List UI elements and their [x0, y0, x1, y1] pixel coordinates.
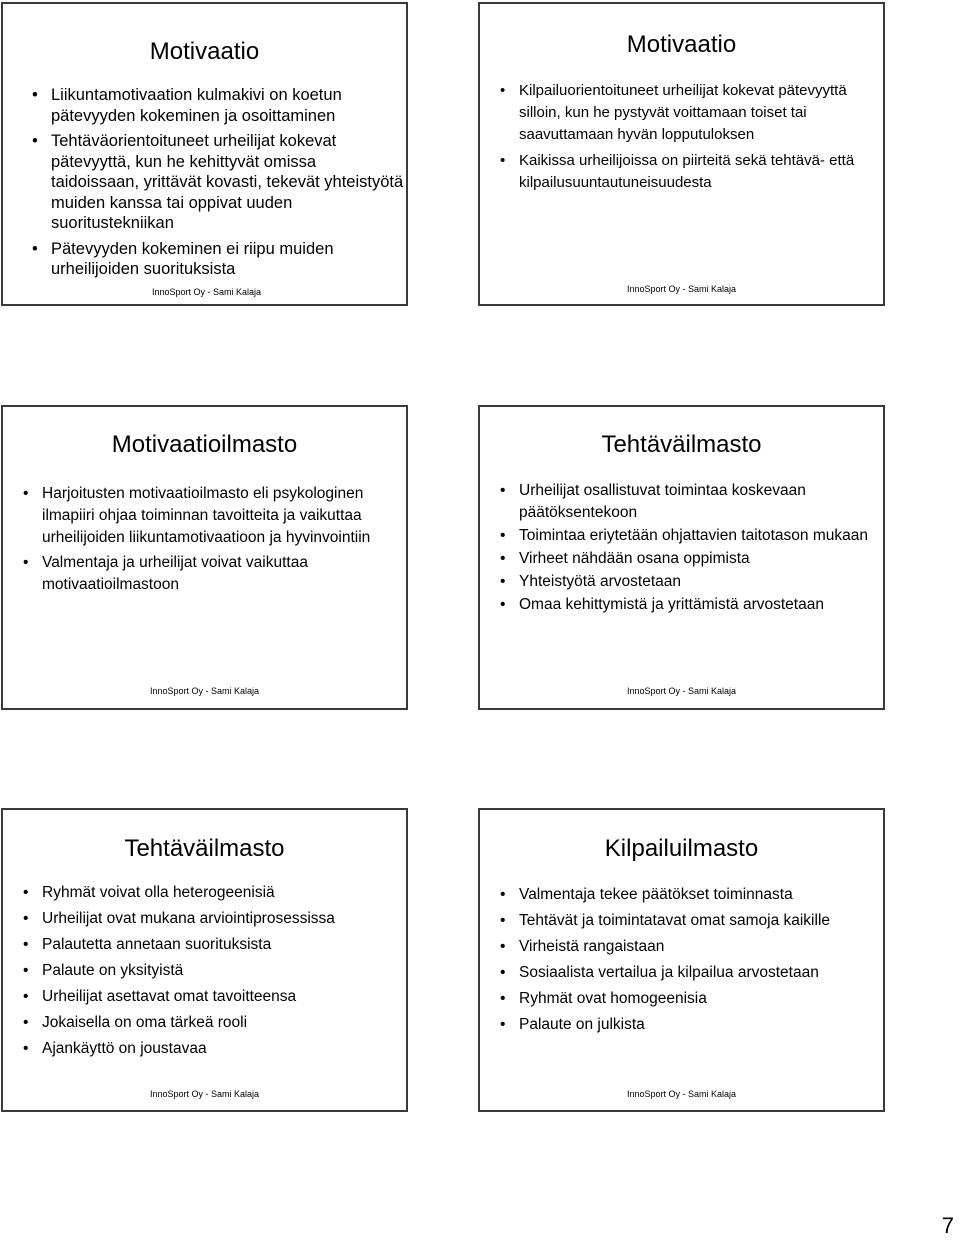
- slide-footer: InnoSport Oy - Sami Kalaja: [149, 686, 260, 696]
- bullet-item: • Kilpailuorientoituneet urheilijat kokevat pätevyyttä silloin, kun he pystyvät voittamaan toiset tai saavuttamaan hyvän lopputuloksen: [499, 80, 884, 146]
- bullet-list: [22, 882, 407, 1064]
- bullet-item: • Kaikissa urheilijoissa on piirteitä sekä tehtävä- että kilpailusuuntautuneisuudesta: [499, 150, 884, 194]
- bullet-item: • Ryhmät voivat olla heterogeenisiä: [22, 882, 407, 904]
- bullet-item: • Tehtävät ja toimintatavat omat samoja kaikille: [499, 910, 884, 932]
- slide-title: Kilpailuilmasto: [604, 835, 759, 862]
- bullet-item: • Palaute on julkista: [499, 1014, 884, 1036]
- bullet-item: • Ryhmät ovat homogeenisia: [499, 988, 884, 1010]
- slide-kilpailuilmasto: [478, 808, 885, 1112]
- bullet-item: • Valmentaja tekee päätökset toiminnasta: [499, 884, 884, 906]
- slide-title: Tehtäväilmasto: [601, 431, 762, 458]
- bullet-item: • Toimintaa eriytetään ohjattavien taitotason mukaan: [499, 525, 884, 547]
- bullet-item: • Valmentaja ja urheilijat voivat vaikuttaa motivaatioilmastoon: [22, 552, 407, 596]
- slide-motivaatio-1: [1, 2, 408, 306]
- bullet-item: • Ajankäyttö on joustavaa: [22, 1038, 407, 1060]
- bullet-list: [31, 85, 406, 285]
- slide-footer: InnoSport Oy - Sami Kalaja: [626, 284, 737, 294]
- bullet-item: • Yhteistyötä arvostetaan: [499, 571, 884, 593]
- slide-footer: InnoSport Oy - Sami Kalaja: [626, 1089, 737, 1099]
- bullet-list: [499, 884, 884, 1040]
- bullet-item: • Tehtäväorientoituneet urheilijat kokevat pätevyyttä, kun he kehittyvät omissa taidoissaan, yrittävät kovasti, tekevät yhteistyötä muiden kanssa tai oppivat uuden suoritustekniikan: [31, 131, 406, 234]
- bullet-item: • Omaa kehittymistä ja yrittämistä arvostetaan: [499, 594, 884, 616]
- bullet-item: • Urheilijat ovat mukana arviointiprosessissa: [22, 908, 407, 930]
- slide-motivaatio-2: [478, 2, 885, 306]
- bullet-item: • Liikuntamotivaation kulmakivi on koetun pätevyyden kokeminen ja osoittaminen: [31, 85, 406, 126]
- slide-footer: InnoSport Oy - Sami Kalaja: [151, 287, 262, 297]
- bullet-item: • Palautetta annetaan suorituksista: [22, 934, 407, 956]
- slide-title: Motivaatio: [149, 38, 260, 65]
- bullet-item: • Urheilijat asettavat omat tavoitteensa: [22, 986, 407, 1008]
- bullet-item: • Virheistä rangaistaan: [499, 936, 884, 958]
- bullet-item: • Pätevyyden kokeminen ei riipu muiden urheilijoiden suorituksista: [31, 239, 406, 280]
- bullet-list: [499, 480, 884, 617]
- bullet-item: • Urheilijat osallistuvat toimintaa koskevaan päätöksentekoon: [499, 480, 884, 523]
- slide-tehtavailmasto-1: [478, 405, 885, 710]
- slide-motivaatioilmasto: [1, 405, 408, 710]
- slide-tehtavailmasto-2: [1, 808, 408, 1112]
- bullet-item: • Harjoitusten motivaatioilmasto eli psykologinen ilmapiiri ohjaa toiminnan tavoitteita ja vaikuttaa urheilijoiden liikuntamotivaatioon ja hyvinvointiin: [22, 483, 407, 549]
- slide-footer: InnoSport Oy - Sami Kalaja: [149, 1089, 260, 1099]
- slide-footer: InnoSport Oy - Sami Kalaja: [626, 686, 737, 696]
- slide-title: Tehtäväilmasto: [124, 835, 285, 862]
- bullet-item: • Virheet nähdään osana oppimista: [499, 548, 884, 570]
- bullet-item: • Palaute on yksityistä: [22, 960, 407, 982]
- bullet-list: [22, 483, 407, 599]
- bullet-item: • Jokaisella on oma tärkeä rooli: [22, 1012, 407, 1034]
- bullet-list: [499, 80, 884, 198]
- slide-title: Motivaatio: [626, 31, 737, 58]
- page-number: 7: [941, 1213, 954, 1238]
- bullet-item: • Sosiaalista vertailua ja kilpailua arvostetaan: [499, 962, 884, 984]
- slide-title: Motivaatioilmasto: [111, 431, 298, 458]
